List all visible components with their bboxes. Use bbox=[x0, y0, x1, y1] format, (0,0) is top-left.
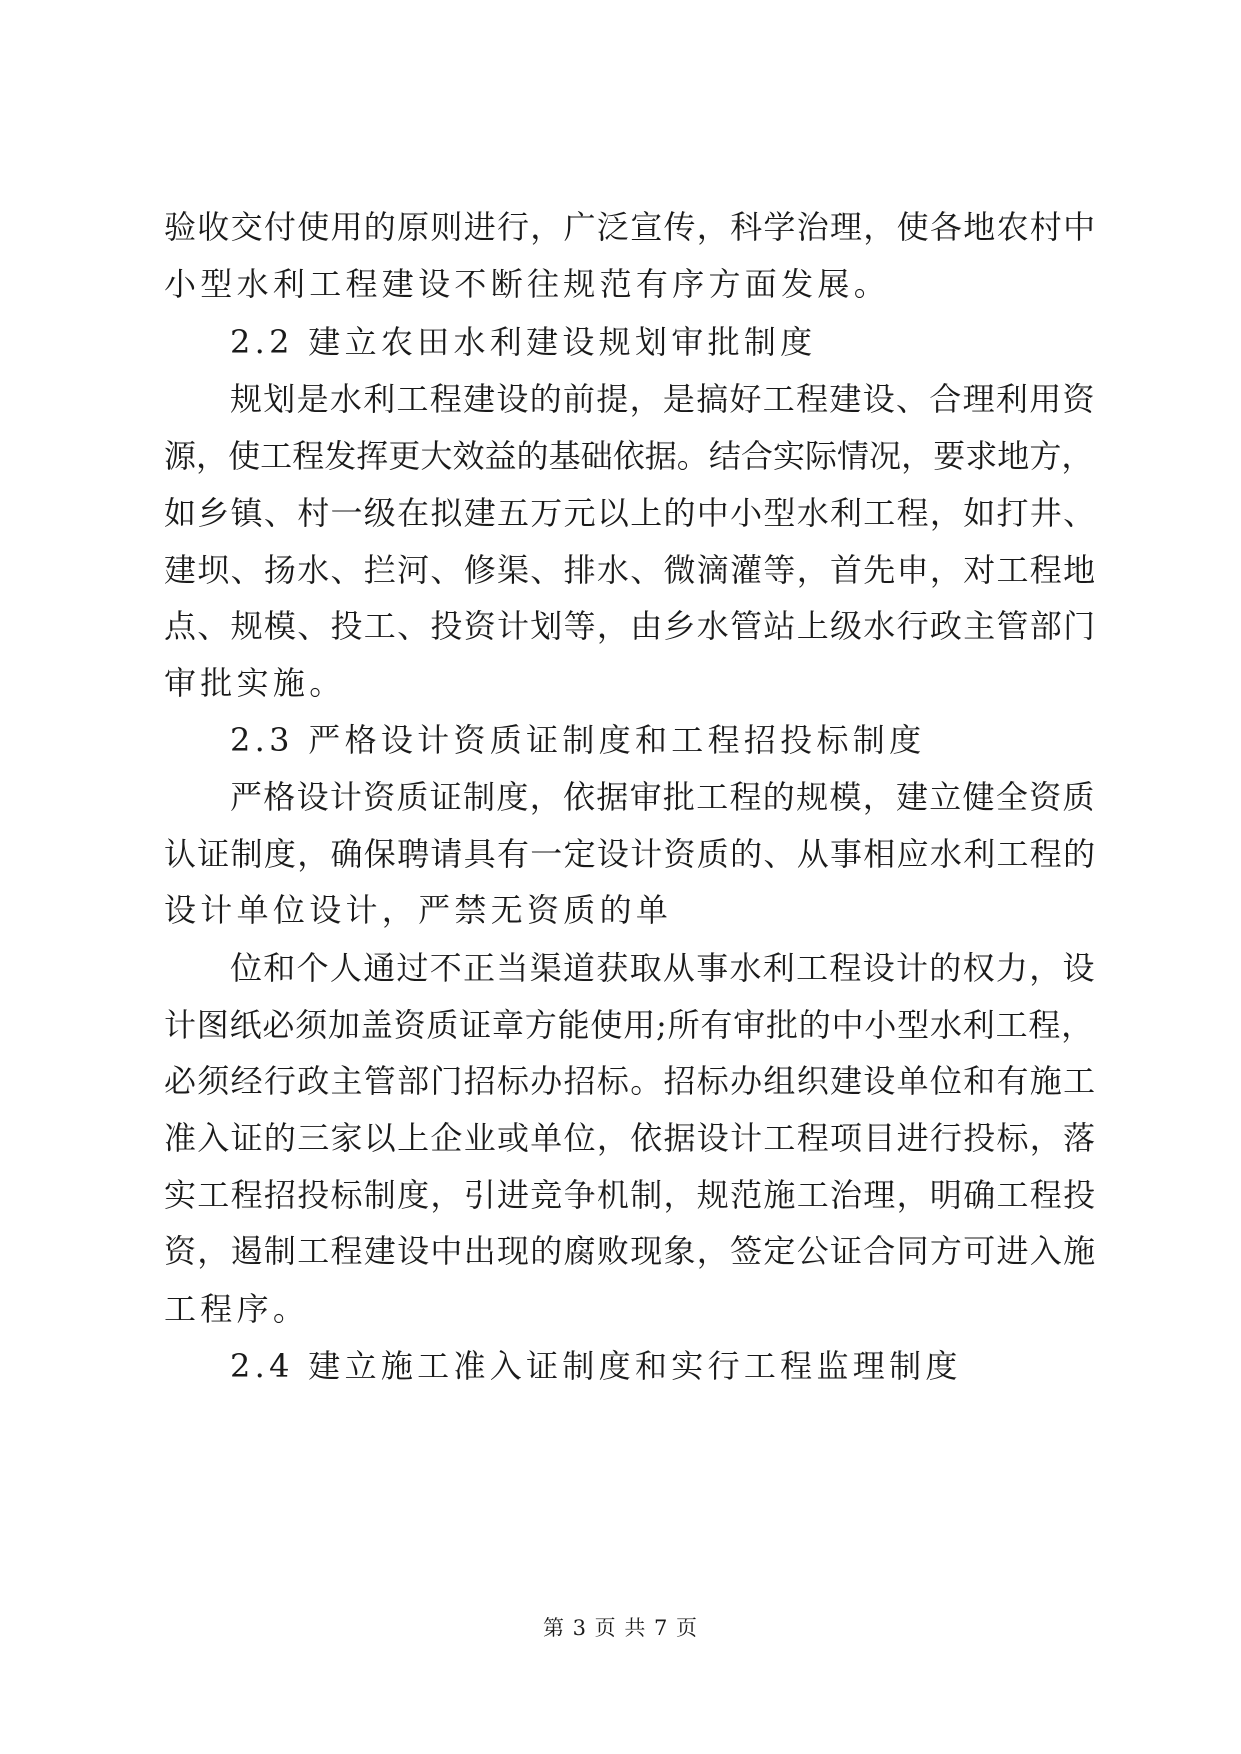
section-heading-2-3: 2.3 严格设计资质证制度和工程招投标制度 bbox=[230, 721, 926, 759]
body-text-line: 资，遏制工程建设中出现的腐败现象，签定公证合同方可进入施 bbox=[164, 1232, 1097, 1270]
body-text-line: 审批实施。 bbox=[164, 664, 346, 702]
body-text-line: 小型水利工程建设不断往规范有序方面发展。 bbox=[164, 265, 891, 303]
section-heading-2-4: 2.4 建立施工准入证制度和实行工程监理制度 bbox=[230, 1347, 962, 1385]
body-text-line: 验收交付使用的原则进行，广泛宣传，科学治理，使各地农村中 bbox=[164, 208, 1097, 246]
body-text-line: 规划是水利工程建设的前提，是搞好工程建设、合理利用资 bbox=[230, 380, 1096, 418]
body-text-line: 必须经行政主管部门招标办招标。招标办组织建设单位和有施工 bbox=[164, 1062, 1097, 1100]
page-number-footer: 第 3 页 共 7 页 bbox=[542, 1616, 699, 1640]
body-text-line: 设计单位设计，严禁无资质的单 bbox=[164, 891, 673, 929]
section-heading-2-2: 2.2 建立农田水利建设规划审批制度 bbox=[230, 323, 817, 361]
body-text-line: 计图纸必须加盖资质证章方能使用;所有审批的中小型水利工程， bbox=[164, 1006, 1094, 1044]
body-text-line: 认证制度，确保聘请具有一定设计资质的、从事相应水利工程的 bbox=[164, 835, 1097, 873]
body-text-line: 位和个人通过不正当渠道获取从事水利工程设计的权力，设 bbox=[230, 949, 1096, 987]
body-text-line: 建坝、扬水、拦河、修渠、排水、微滴灌等，首先申，对工程地 bbox=[164, 551, 1097, 589]
body-text-line: 点、规模、投工、投资计划等，由乡水管站上级水行政主管部门 bbox=[164, 607, 1097, 645]
body-text-line: 源，使工程发挥更大效益的基础依据。结合实际情况，要求地方， bbox=[164, 437, 1094, 475]
body-text-line: 实工程招投标制度，引进竞争机制，规范施工治理，明确工程投 bbox=[164, 1176, 1097, 1214]
body-text-line: 严格设计资质证制度，依据审批工程的规模，建立健全资质 bbox=[230, 778, 1096, 816]
body-text-line: 准入证的三家以上企业或单位，依据设计工程项目进行投标，落 bbox=[164, 1119, 1097, 1157]
body-text-line: 如乡镇、村一级在拟建五万元以上的中小型水利工程，如打井、 bbox=[164, 494, 1097, 532]
body-text-line: 工程序。 bbox=[164, 1290, 310, 1328]
